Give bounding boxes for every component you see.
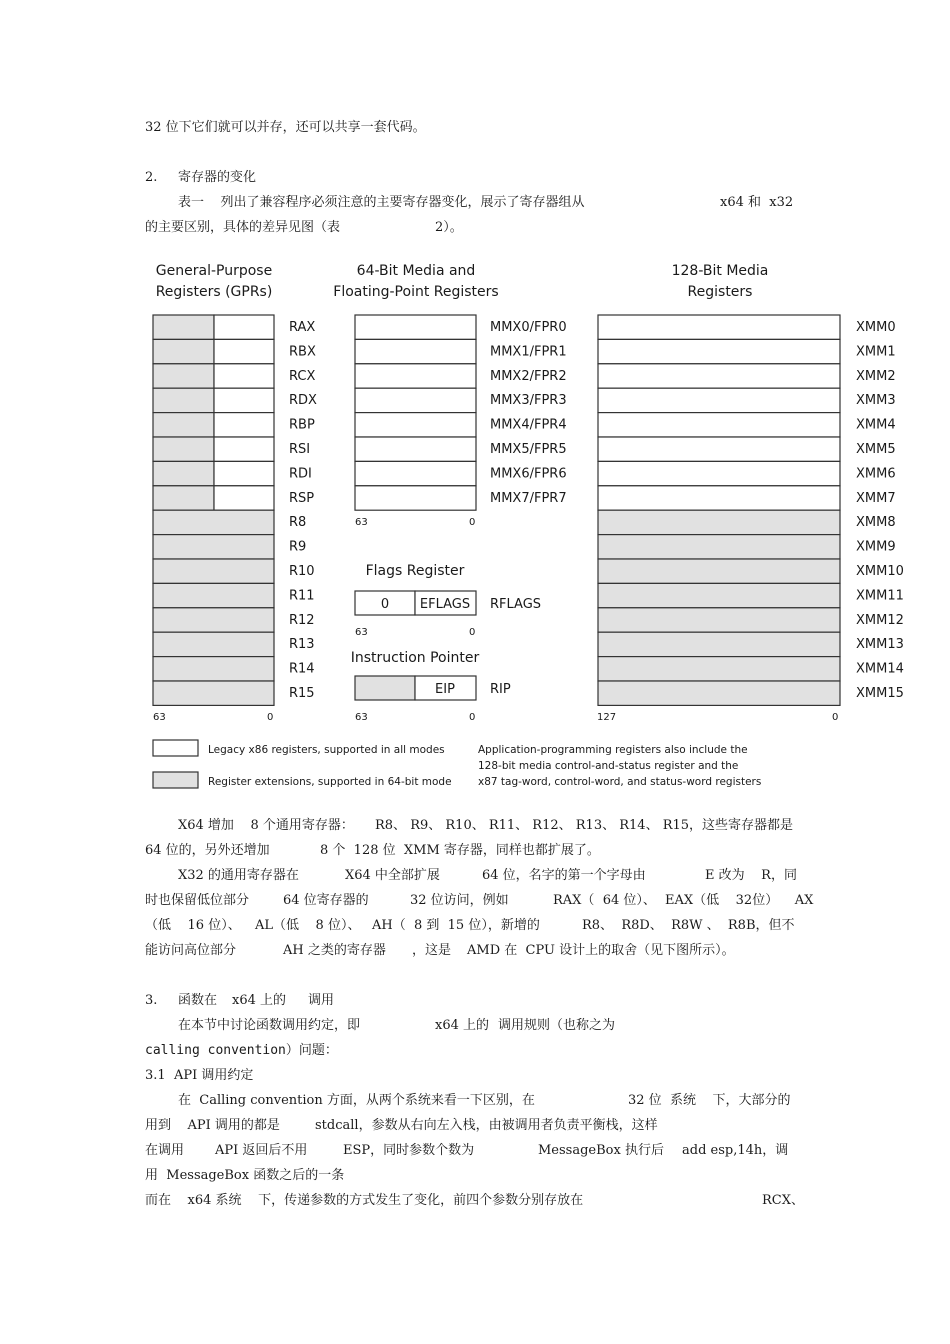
xmm-cell bbox=[598, 657, 840, 681]
paragraph-3-b: 8 个 128 位 XMM 寄存器，同样也都扩展了。 bbox=[320, 843, 600, 858]
instruction-pointer-title: Instruction Pointer bbox=[350, 650, 480, 666]
section-3-heading-a: 函数在 bbox=[178, 993, 218, 1008]
gpr-extension-cell bbox=[153, 510, 274, 534]
paragraph-9: calling convention）问题： bbox=[145, 1043, 338, 1058]
subsection-3-1-heading: 3.1 API 调用约定 bbox=[145, 1068, 254, 1083]
mmx-cell bbox=[355, 413, 476, 437]
paragraph-4-b: X64 中全部扩展 bbox=[345, 868, 440, 883]
xmm-name-xmm15: XMM15 bbox=[856, 686, 904, 701]
section-3-heading-b: x64 上的 bbox=[232, 993, 287, 1008]
xmm-name-xmm6: XMM6 bbox=[856, 466, 896, 482]
gpr-name-rcx: RCX bbox=[289, 368, 316, 384]
xmm-cell bbox=[598, 461, 840, 485]
flags-zero-field: 0 bbox=[380, 597, 390, 612]
xmm-name-xmm0: XMM0 bbox=[856, 320, 896, 335]
paragraph-5-c: 32 位访问，例如 bbox=[410, 893, 509, 908]
rip-label: RIP bbox=[490, 682, 511, 697]
paragraph-2-b: R8、 R9、 R10、 R11、 R12、 R13、 R14、 R15，这些寄存器都是 bbox=[375, 818, 794, 833]
section-2-number: 2. bbox=[145, 170, 158, 185]
mmx-cell bbox=[355, 437, 476, 461]
gpr-name-r8: R8 bbox=[289, 515, 307, 531]
ip-bit-63: 63 bbox=[355, 712, 368, 723]
gpr-legacy-cell bbox=[214, 388, 274, 412]
paragraph-7-c: ，这是 bbox=[412, 943, 452, 958]
paragraph-4-a: X32 的通用寄存器在 bbox=[178, 868, 299, 883]
paragraph-14-b: RCX、 bbox=[762, 1193, 804, 1208]
flags-register-title: Flags Register bbox=[365, 563, 465, 579]
paragraph-5-d: RAX（ 64 位）、 bbox=[553, 893, 656, 908]
gpr-legacy-cell bbox=[214, 486, 274, 510]
paragraph-11-a: 用到 API 调用的都是 bbox=[145, 1118, 280, 1133]
xmm-name-xmm10: XMM10 bbox=[856, 564, 904, 579]
xmm-name-xmm2: XMM2 bbox=[856, 368, 896, 384]
gpr-bit-63: 63 bbox=[153, 712, 166, 723]
paragraph-7-b: AH 之类的寄存器 bbox=[283, 943, 386, 958]
paragraph-8-c: 调用规则（也称之为 bbox=[498, 1018, 616, 1033]
section-3-number: 3. bbox=[145, 993, 158, 1008]
gpr-high-cell bbox=[153, 364, 214, 388]
gpr-legacy-cell bbox=[214, 315, 274, 339]
gpr-high-cell bbox=[153, 437, 214, 461]
gpr-bit-0: 0 bbox=[267, 712, 274, 723]
gpr-name-r15: R15 bbox=[289, 686, 315, 701]
mmx-cell bbox=[355, 315, 476, 339]
gpr-name-rbx: RBX bbox=[289, 344, 316, 360]
xmm-cell bbox=[598, 413, 840, 437]
gpr-name-r12: R12 bbox=[289, 612, 315, 628]
xmm-name-xmm5: XMM5 bbox=[856, 442, 896, 457]
paragraph-7-a: 能访问高位部分 bbox=[145, 943, 237, 958]
gpr-name-rsp: RSP bbox=[289, 490, 315, 506]
gpr-name-r10: R10 bbox=[289, 564, 315, 579]
xmm-cell bbox=[598, 364, 840, 388]
xmm-cell bbox=[598, 510, 840, 534]
xmm-name-xmm7: XMM7 bbox=[856, 490, 896, 506]
xmm-name-xmm1: XMM1 bbox=[856, 344, 896, 360]
xmm-cell bbox=[598, 388, 840, 412]
gpr-high-cell bbox=[153, 461, 214, 485]
xmm-cell bbox=[598, 583, 840, 607]
legend-legacy-label: Legacy x86 registers, supported in all modes bbox=[208, 744, 445, 756]
paragraph-12-d: MessageBox 执行后 bbox=[538, 1143, 664, 1158]
paragraph-5-a: 时也保留低位部分 bbox=[145, 893, 250, 908]
gpr-name-r11: R11 bbox=[289, 588, 315, 604]
xmm-cell bbox=[598, 681, 840, 705]
xmm-cell bbox=[598, 339, 840, 363]
gpr-legacy-cell bbox=[214, 461, 274, 485]
rflags-label: RFLAGS bbox=[490, 597, 542, 612]
gpr-high-cell bbox=[153, 388, 214, 412]
gpr-name-rax: RAX bbox=[289, 320, 316, 335]
xmm-cell bbox=[598, 437, 840, 461]
mmx-name-3: MMX3/FPR3 bbox=[490, 393, 567, 409]
xmm-name-xmm13: XMM13 bbox=[856, 637, 904, 653]
gpr-extension-cell bbox=[153, 559, 274, 583]
gpr-high-cell bbox=[153, 413, 214, 437]
paragraph-1-a: 表一 列出了兼容程序必须注意的主要寄存器变化，展示了寄存器组从 bbox=[178, 195, 585, 210]
mmx-name-5: MMX5/FPR5 bbox=[490, 442, 567, 457]
mmx-cell bbox=[355, 461, 476, 485]
gpr-name-rdx: RDX bbox=[289, 393, 317, 409]
ip-bit-0: 0 bbox=[469, 712, 476, 723]
xmm-cell bbox=[598, 486, 840, 510]
xmm-cell bbox=[598, 315, 840, 339]
paragraph-12-a: 在调用 bbox=[145, 1143, 185, 1158]
mmx-cell bbox=[355, 339, 476, 363]
paragraph-1-c: 的主要区别，具体的差异见图（表 bbox=[145, 220, 341, 235]
paragraph-12-c: ESP，同时参数个数为 bbox=[343, 1143, 475, 1158]
paragraph-1-b: x64 和 x32 bbox=[720, 195, 794, 210]
gpr-name-r9: R9 bbox=[289, 539, 307, 555]
mmx-cell bbox=[355, 388, 476, 412]
paragraph-10-a: 在 Calling convention 方面，从两个系统来看一下区别，在 bbox=[178, 1093, 535, 1108]
gpr-name-rdi: RDI bbox=[289, 466, 312, 482]
note-line-2: 128-bit media control-and-status register and the bbox=[478, 760, 739, 772]
paragraph-7-d: AMD 在 CPU 设计上的取舍（见下图所示）。 bbox=[467, 943, 735, 958]
section-3-heading-c: 调用 bbox=[308, 993, 335, 1008]
mmx-name-7: MMX7/FPR7 bbox=[490, 490, 567, 506]
mm-title-line-1: 64-Bit Media and bbox=[356, 263, 476, 279]
xmm-cell bbox=[598, 559, 840, 583]
paragraph-11-b: stdcall，参数从右向左入栈，由被调用者负责平衡栈，这样 bbox=[315, 1118, 658, 1133]
gpr-name-r14: R14 bbox=[289, 661, 315, 677]
eflags-field: EFLAGS bbox=[419, 597, 471, 612]
gpr-name-rbp: RBP bbox=[289, 417, 315, 433]
gpr-extension-cell bbox=[153, 608, 274, 632]
paragraph-8-b: x64 上的 bbox=[435, 1018, 490, 1033]
paragraph-6-d: R8、 R8D、 R8W 、 R8B，但不 bbox=[582, 918, 795, 933]
rip-high-cell bbox=[355, 676, 415, 700]
gpr-high-cell bbox=[153, 339, 214, 363]
paragraph-12-b: API 返回后不用 bbox=[215, 1143, 308, 1158]
paragraph-10-b: 32 位 系统 下，大部分的 bbox=[628, 1093, 791, 1108]
gpr-extension-cell bbox=[153, 583, 274, 607]
mm-bit-63: 63 bbox=[355, 517, 368, 528]
flags-bit-0: 0 bbox=[469, 627, 476, 638]
xmm-cell bbox=[598, 632, 840, 656]
xmm-title-line-1: 128-Bit Media bbox=[671, 263, 769, 279]
eip-field: EIP bbox=[435, 682, 455, 697]
xmm-name-xmm3: XMM3 bbox=[856, 393, 896, 409]
gpr-high-cell bbox=[153, 315, 214, 339]
xmm-name-xmm12: XMM12 bbox=[856, 612, 904, 628]
paragraph-6-b: AL（低 8 位）、 bbox=[255, 918, 361, 933]
mmx-cell bbox=[355, 486, 476, 510]
xmm-title-line-2: Registers bbox=[687, 284, 753, 300]
mmx-name-4: MMX4/FPR4 bbox=[490, 417, 567, 433]
xmm-name-xmm9: XMM9 bbox=[856, 539, 896, 555]
gpr-extension-cell bbox=[153, 632, 274, 656]
paragraph-3-a: 64 位的，另外还增加 bbox=[145, 843, 270, 858]
mmx-name-6: MMX6/FPR6 bbox=[490, 466, 567, 482]
mmx-name-0: MMX0/FPR0 bbox=[490, 320, 567, 335]
gpr-legacy-cell bbox=[214, 413, 274, 437]
xmm-name-xmm11: XMM11 bbox=[856, 588, 904, 604]
legend-extension-swatch bbox=[153, 772, 198, 788]
flags-bit-63: 63 bbox=[355, 627, 368, 638]
gpr-extension-cell bbox=[153, 681, 274, 705]
gpr-high-cell bbox=[153, 486, 214, 510]
gpr-title-line-1: General-Purpose bbox=[155, 263, 273, 279]
paragraph-5-e: EAX（低 32位） AX bbox=[665, 893, 814, 908]
gpr-name-rsi: RSI bbox=[289, 442, 311, 457]
xmm-cell bbox=[598, 535, 840, 559]
paragraph-6-c: AH（ 8 到 15 位），新增的 bbox=[372, 918, 540, 933]
paragraph-4-c: 64 位，名字的第一个字母由 bbox=[482, 868, 646, 883]
gpr-extension-cell bbox=[153, 535, 274, 559]
mmx-cell bbox=[355, 364, 476, 388]
gpr-title-line-2: Registers (GPRs) bbox=[155, 284, 273, 300]
note-line-3: x87 tag-word, control-word, and status-word registers bbox=[478, 776, 762, 788]
xmm-name-xmm14: XMM14 bbox=[856, 661, 904, 677]
paragraph-13: 用 MessageBox 函数之后的一条 bbox=[145, 1168, 345, 1183]
gpr-legacy-cell bbox=[214, 339, 274, 363]
gpr-name-r13: R13 bbox=[289, 637, 315, 653]
mm-bit-0: 0 bbox=[469, 517, 476, 528]
text-line-1: 32 位下它们就可以并存，还可以共享一套代码。 bbox=[145, 120, 426, 135]
paragraph-2-a: X64 增加 8 个通用寄存器： bbox=[178, 818, 354, 833]
mmx-name-1: MMX1/FPR1 bbox=[490, 344, 567, 360]
gpr-extension-cell bbox=[153, 657, 274, 681]
note-line-1: Application-programming registers also include the bbox=[478, 744, 748, 756]
legend-legacy-swatch bbox=[153, 740, 198, 756]
section-2-heading: 寄存器的变化 bbox=[178, 170, 257, 185]
mm-title-line-2: Floating-Point Registers bbox=[333, 284, 499, 300]
mmx-name-2: MMX2/FPR2 bbox=[490, 368, 567, 384]
legend-extension-label: Register extensions, supported in 64-bit mode bbox=[208, 776, 452, 788]
xmm-cell bbox=[598, 608, 840, 632]
paragraph-5-b: 64 位寄存器的 bbox=[283, 893, 369, 908]
paragraph-8-a: 在本节中讨论函数调用约定，即 bbox=[178, 1018, 361, 1033]
paragraph-6-a: （低 16 位）、 bbox=[145, 918, 241, 933]
paragraph-4-d: E 改为 R，同 bbox=[705, 868, 797, 883]
paragraph-1-d: 2）。 bbox=[435, 220, 463, 235]
paragraph-14-a: 而在 x64 系统 下，传递参数的方式发生了变化，前四个参数分别存放在 bbox=[145, 1193, 584, 1208]
xmm-name-xmm4: XMM4 bbox=[856, 417, 896, 433]
xmm-bit-127: 127 bbox=[597, 712, 617, 723]
paragraph-12-e: add esp,14h，调 bbox=[682, 1143, 789, 1158]
gpr-legacy-cell bbox=[214, 437, 274, 461]
xmm-name-xmm8: XMM8 bbox=[856, 515, 896, 531]
gpr-legacy-cell bbox=[214, 364, 274, 388]
xmm-bit-0: 0 bbox=[832, 712, 839, 723]
